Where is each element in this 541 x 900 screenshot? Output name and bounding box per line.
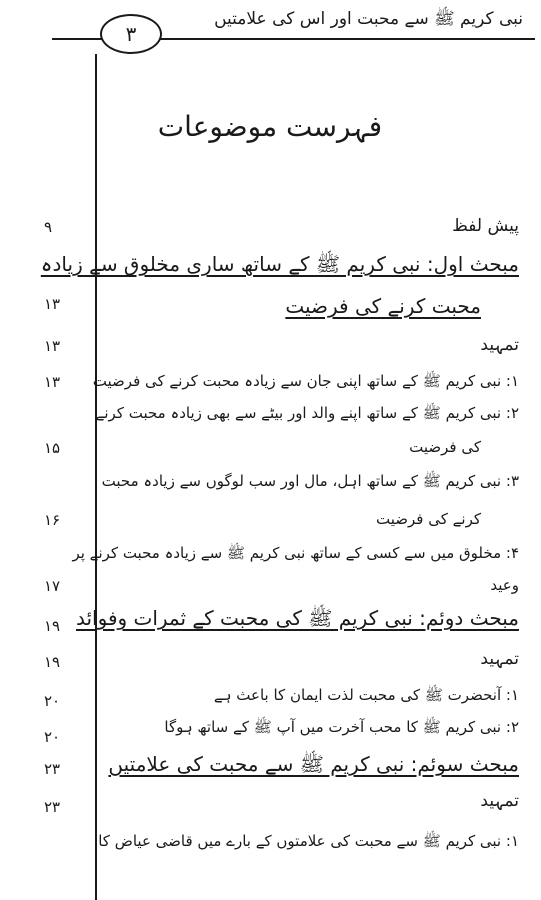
toc-chapter-cont: محبت کرنے کی فرضیت <box>285 294 481 318</box>
toc-entry: تمہید <box>480 335 519 355</box>
page-number: ۳ <box>125 22 137 46</box>
toc-entry-cont: کرنے کی فرضیت <box>376 510 481 528</box>
toc-page-number: ۲۳ <box>44 760 61 778</box>
toc-page-number: ۱۹ <box>44 617 61 635</box>
toc-page-number: ۱۷ <box>44 577 61 595</box>
toc-entry: ۴: مخلوق میں سے کسی کے ساتھ نبی کریم ﷺ سے زیادہ محبت کرنے پر <box>72 544 519 562</box>
toc-entry: ۲: نبی کریم ﷺ کا محب آخرت میں آپ ﷺ کے ساتھ ہوگا <box>164 718 519 736</box>
toc-entry: تمہید <box>480 649 519 669</box>
toc-entry: ۱: نبی کریم ﷺ کے ساتھ اپنی جان سے زیادہ محبت کرنے کی فرضیت <box>92 372 519 390</box>
toc-entry: تمہید <box>480 791 519 811</box>
toc-chapter: مبحث اول: نبی کریم ﷺ کے ساتھ ساری مخلوق سے زیادہ <box>40 252 519 276</box>
toc-page-number: ۱۶ <box>44 511 61 529</box>
toc-title: فہرست موضوعات <box>157 110 383 143</box>
toc-chapter: مبحث دوئم: نبی کریم ﷺ کی محبت کے ثمرات وفوائد <box>75 606 519 630</box>
toc-entry: پیش لفظ <box>452 216 519 236</box>
toc-entry: ۳: نبی کریم ﷺ کے ساتھ اہل، مال اور سب لوگوں سے زیادہ محبت <box>101 472 519 490</box>
margin-rule <box>95 54 97 900</box>
toc-entry: ۱: آنحضرت ﷺ کی محبت لذت ایمان کا باعث ہے <box>213 686 519 704</box>
toc-entry: وعید <box>490 576 519 594</box>
toc-page-number: ۲۰ <box>44 728 61 746</box>
page-number-oval <box>100 14 162 54</box>
toc-chapter: مبحث سوئم: نبی کریم ﷺ سے محبت کی علامتیں <box>108 752 519 776</box>
toc-page-number: ۱۳ <box>44 373 61 391</box>
toc-page-number: ۱۹ <box>44 653 61 671</box>
toc-page-number: ۲۳ <box>44 798 61 816</box>
running-header-title: نبی کریم ﷺ سے محبت اور اس کی علامتیں <box>214 9 523 29</box>
toc-page-number: ۹ <box>44 218 53 236</box>
toc-page-number: ۱۵ <box>44 439 61 457</box>
toc-entry: ۱: نبی کریم ﷺ سے محبت کی علامتوں کے بارے میں قاضی عیاض کا <box>98 832 519 850</box>
toc-entry-cont: کی فرضیت <box>409 438 481 456</box>
toc-page-number: ۱۳ <box>44 337 61 355</box>
toc-page-number: ۱۳ <box>44 295 61 313</box>
toc-page-number: ۲۰ <box>44 692 61 710</box>
toc-entry: ۲: نبی کریم ﷺ کے ساتھ اپنے والد اور بیٹے سے بھی زیادہ محبت کرنے <box>95 404 519 422</box>
